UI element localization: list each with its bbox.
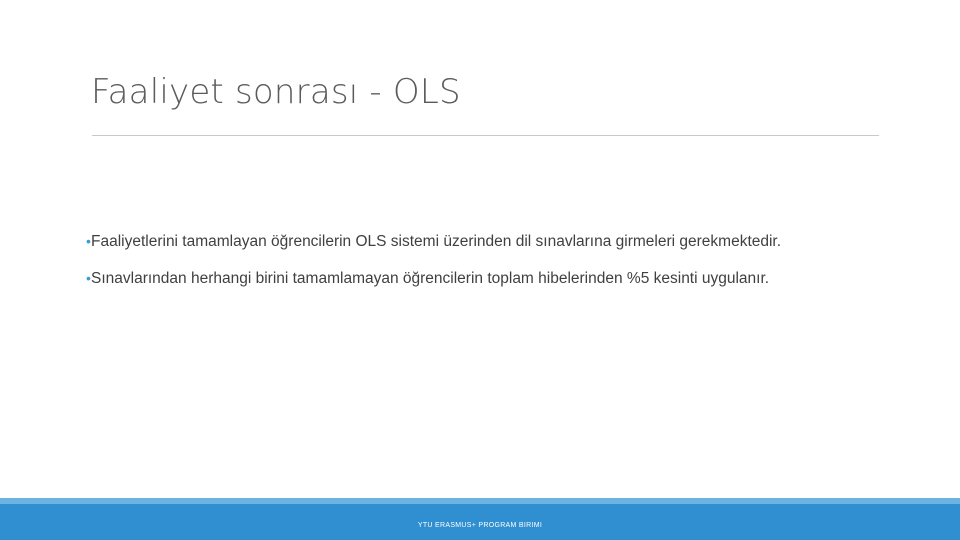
title-divider	[92, 135, 879, 136]
footer-bar	[0, 498, 960, 540]
slide-title: Faaliyet sonrası - OLS	[91, 72, 461, 112]
bullet-text: Faaliyetlerini tamamlayan öğrencilerin OLS sistemi üzerinden dil sınavlarına girmeleri gerekmektedir.	[91, 233, 782, 250]
bullet-icon: •	[86, 270, 91, 286]
bullet-item	[86, 269, 826, 288]
bullet-text: Sınavlarından herhangi birini tamamlamayan öğrencilerin toplam hibelerinden %5 kesinti uygulanır.	[91, 270, 770, 287]
bullet-item	[86, 232, 826, 251]
footer-label: YTU ERASMUS+ PROGRAM BIRIMI	[417, 522, 543, 529]
bullet-list	[86, 232, 826, 306]
bullet-icon: •	[86, 233, 91, 249]
